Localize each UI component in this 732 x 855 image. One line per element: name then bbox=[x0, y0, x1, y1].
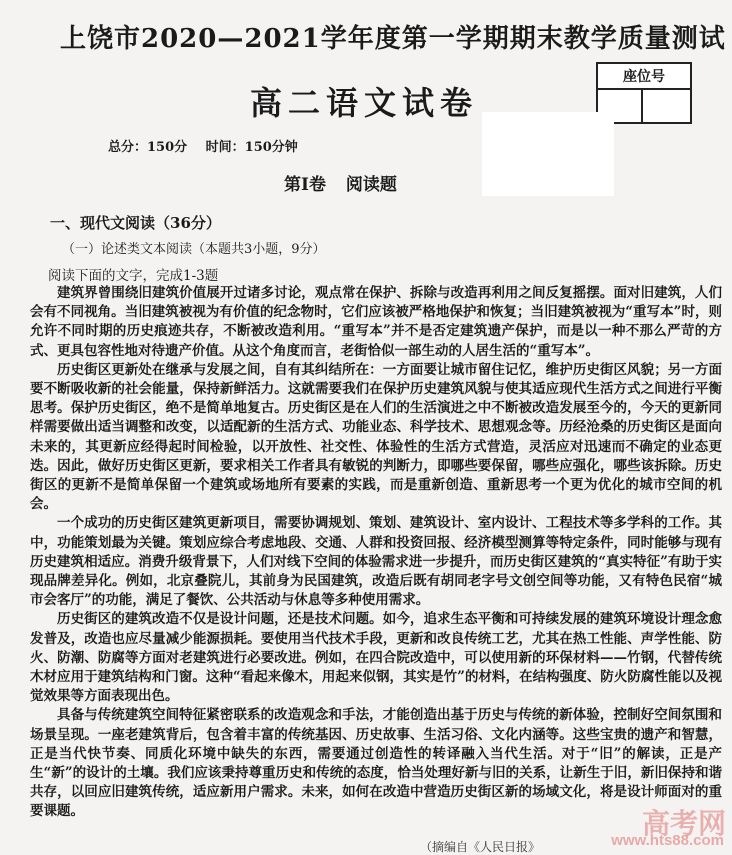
volume-name: 阅读题 bbox=[345, 175, 397, 195]
source-citation: （摘编自《人民日报》 bbox=[420, 840, 541, 854]
seat-number-cell bbox=[644, 90, 689, 122]
exam-title: 上饶市2020—2021学年度第一学期期末教学质量测试 bbox=[60, 24, 726, 54]
exam-time: 时间：150分钟 bbox=[205, 140, 298, 155]
passage-paragraph: 具备与传统建筑空间特征紧密联系的改造观念和手法，才能创造出基于历史与传统的新体验，控制好空间氛围和场景呈现。一座老建筑背后，包含着丰富的传统基因、历史故事、生活习俗、文化内涵等。这些宝贵的遗产和智慧，正是当代快节奏、同质化环境中缺失的东西，需要通过创造性的转译融入当代生活。对于“旧”的解读，正是产生“新”的设计的土壤。我们应该秉持尊重历史和传统的态度，恰当处理好新与旧的关系，让新生于旧，新旧保持和谐共存，以回应旧建筑传统，适应新用户需求。未来，如何在改造中营造历史街区新的场域文化，将是设计师面对的重要课题。 bbox=[30, 707, 722, 820]
watermark-brand: 高考网 bbox=[641, 808, 726, 839]
reading-passage bbox=[30, 284, 722, 822]
volume-heading bbox=[284, 170, 411, 195]
passage-paragraph: 历史街区更新处在继承与发展之间，自有其纠结所在：一方面要让城市留住记忆，维护历史街区风貌；另一方面要不断吸收新的社会能量，保持新鲜活力。这就需要我们在保护历史建筑风貌与使其适应现代生活方式之间进行平衡思考。保护历史街区，绝不是简单地复古。历史街区是在人们的生活演进之中不断被改造发展至今的，今天的更新同样需要做出适当调整和改变，以适配新的生活方式、功能业态、科学技术、思想观念等。历经沧桑的历史街区是面向未来的，其更新应经得起时间检验，以开放性、社交性、体验性的生活方式营造，灵活应对迅速而不确定的业态更迭。因此，做好历史街区更新，要求相关工作者具有敏锐的判断力，即哪些要保留，哪些应强化，哪些该拆除。历史街区的更新不是简单保留一个建筑或场地所有要素的实践，而是重新创造、重新思考一个更为优化的城市空间的机会。 bbox=[30, 361, 722, 513]
volume-number: 第Ⅰ卷 bbox=[284, 175, 326, 195]
passage-paragraph: 建筑界曾围绕旧建筑价值展开过诸多讨论，观点常在保护、拆除与改造再利用之间反复摇摆。面对旧建筑，人们会有不同视角。当旧建筑被视为有价值的纪念物时，它们应该被严格地保护和恢复；当旧建筑被视为“重写本”时，则允许不同时期的历史痕迹共存，不断被改造利用。“重写本”并不是否定建筑遗产保护，而是以一种不那么严苛的方式、更具包容性地对待遗产价值。从这个角度而言，老街恰似一部生动的人居生活的“重写本”。 bbox=[30, 285, 722, 359]
watermark bbox=[566, 800, 732, 854]
subsection-title: （一）论述类文本阅读（本题共3小题，9分） bbox=[62, 242, 326, 257]
subject-title: 高二语文试卷 bbox=[250, 84, 479, 122]
watermark-url: www.hts88.com bbox=[611, 832, 724, 849]
passage-paragraph: 一个成功的历史街区建筑更新项目，需要协调规划、策划、建筑设计、室内设计、工程技术等多学科的工作。其中，功能策划最为关键。策划应综合考虑地段、交通、人群和投资回报、经济模型测算等特定条件，同时能够与现有历史建筑相适应。消费升级背景下，人们对线下空间的体验需求进一步提升，而历史街区建筑的“真实特征”有助于实现品牌差异化。例如，北京叠院儿，其前身为民国建筑，改造后既有胡同老字号文创空间等功能，又有特色民宿“城市会客厅”的功能，满足了餐饮、公共活动与休息等多种使用需求。 bbox=[30, 515, 722, 609]
blank-redaction-area bbox=[482, 112, 614, 196]
exam-meta bbox=[108, 136, 312, 155]
total-score: 总分：150分 bbox=[108, 140, 188, 155]
passage-paragraph: 历史街区的建筑改造不仅是设计问题，还是技术问题。如今，追求生态平衡和可持续发展的建筑环境设计理念愈发普及，改造也应尽量减少能源损耗。要使用当代技术手段，更新和改良传统工艺，尤其在热工性能、声学性能、防火、防潮、防腐等方面对老建筑进行必要改进。例如，在四合院改造中，可以使用新的环保材料——竹钢，代替传统木材应用于建筑结构和门窗。这种“看起来像木，用起来似钢，其实是竹”的材料，在结构强度、防火防腐性能以及视觉效果等方面表现出色。 bbox=[30, 611, 722, 705]
reading-instruction: 阅读下面的文字，完成1-3题 bbox=[48, 268, 219, 284]
section-title: 一、现代文阅读（36分） bbox=[50, 214, 221, 232]
seat-number-label: 座位号 bbox=[598, 64, 690, 90]
